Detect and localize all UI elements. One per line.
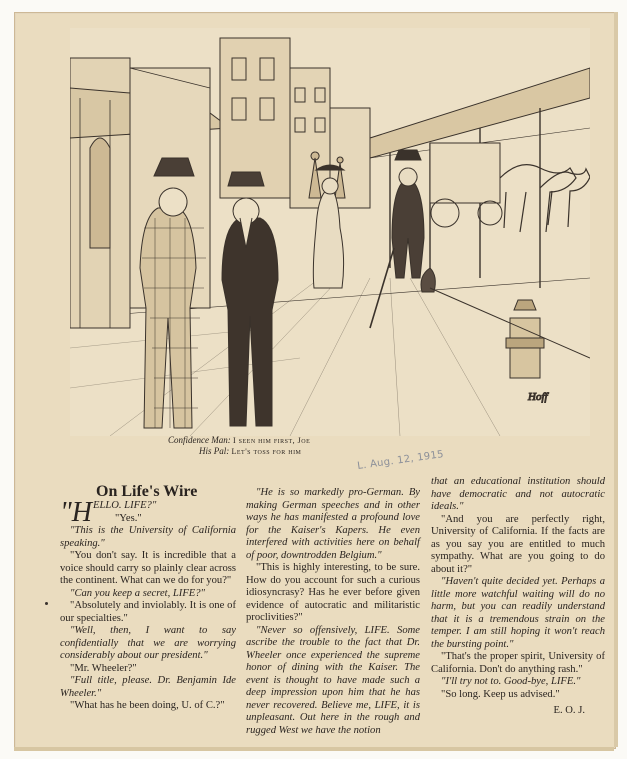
article-column-3 xyxy=(431,476,605,718)
paragraph: "That's the proper spirit, University of California. Don't do anything rash." xyxy=(431,651,605,675)
paragraph: "Can you keep a secret, LIFE?" xyxy=(70,587,206,599)
paragraph: "Full title, please. Dr. Benjamin Ide Wheeler." xyxy=(60,675,236,699)
paragraph: "So long. Keep us advised." xyxy=(441,688,560,700)
caption-speaker-2: His Pal: xyxy=(199,446,230,456)
margin-dot xyxy=(45,602,48,605)
caption-speaker-1: Confidence Man: xyxy=(168,435,231,445)
paragraph: "Mr. Wheeler?" xyxy=(70,662,137,674)
paragraph: "This is highly interesting, to be sure. How do you account for such a curious idiosyncrasy? Has he ever before given evidence of autocratic and militaristic proclivities?" xyxy=(246,562,420,623)
paragraph: "And you are perfectly right, University of California. If the facts are as you say you are entitled to much sympathy. What are you going to do about it?" xyxy=(431,513,605,575)
paragraph: "Absolutely and inviolably. It is one of our specialties." xyxy=(60,600,236,624)
caption-line-1 xyxy=(168,435,468,446)
caption-quote-2: Let's toss for him xyxy=(231,447,302,456)
caption-quote-1: I seen him first, Joe xyxy=(232,436,311,445)
page-edge-right xyxy=(614,12,618,747)
paragraph: "HELLO. LIFE?" xyxy=(60,497,157,528)
author-signature: E. O. J. xyxy=(553,705,585,716)
article-column-1 xyxy=(60,497,236,713)
illustration-drawing xyxy=(70,28,590,436)
artist-signature: Hoff xyxy=(528,391,548,403)
pencil-annotation: L. Aug. 12, 1915 xyxy=(356,448,445,473)
article-heading: On Life's Wire xyxy=(96,483,198,500)
paragraph: "I'll try not to. Good-bye, LIFE." xyxy=(441,676,581,687)
paragraph: "You don't say. It is incredible that a voice should carry so plainly clear across the continent. What can we do for you?" xyxy=(60,550,236,586)
paragraph: "What has he been doing, U. of C.?" xyxy=(70,700,225,711)
paragraph: "Never so offensively, LIFE. Some ascribe the trouble to the fact that Dr. Wheeler once experienced the supreme honor of dining with the Kaiser. The event is thought to have made such a deep impression upon him that he has never recovered. Believe me, LIFE, it is unpleasant. Out here in the rough and rugged West we have the notion xyxy=(246,624,420,736)
paragraph: that an educational institution should have democratic and not autocratic ideals." xyxy=(431,476,605,512)
paragraph: "He is so markedly pro-German. By making German speeches and in other ways he has manifested a profound love for the Kaiser's Kapers. He even interfered with activities here on behalf of poor, downtrodden Belgium." xyxy=(246,487,420,561)
paragraph: "Haven't quite decided yet. Perhaps a little more watchful waiting will do no harm, but you can readily understand that it is a tremendous strain on the temper. I am still hoping it won't reach the bursting point." xyxy=(431,576,605,650)
paragraph: "This is the University of California speaking." xyxy=(60,525,236,549)
paragraph: "Yes." xyxy=(114,512,142,524)
page-edge-bottom xyxy=(14,747,614,751)
street-scene-illustration xyxy=(70,28,590,436)
paragraph: "Well, then, I want to say confidentially that we are worrying considerably about our president." xyxy=(60,625,236,661)
drop-cap: "H xyxy=(60,497,92,528)
article-column-2 xyxy=(246,487,420,737)
